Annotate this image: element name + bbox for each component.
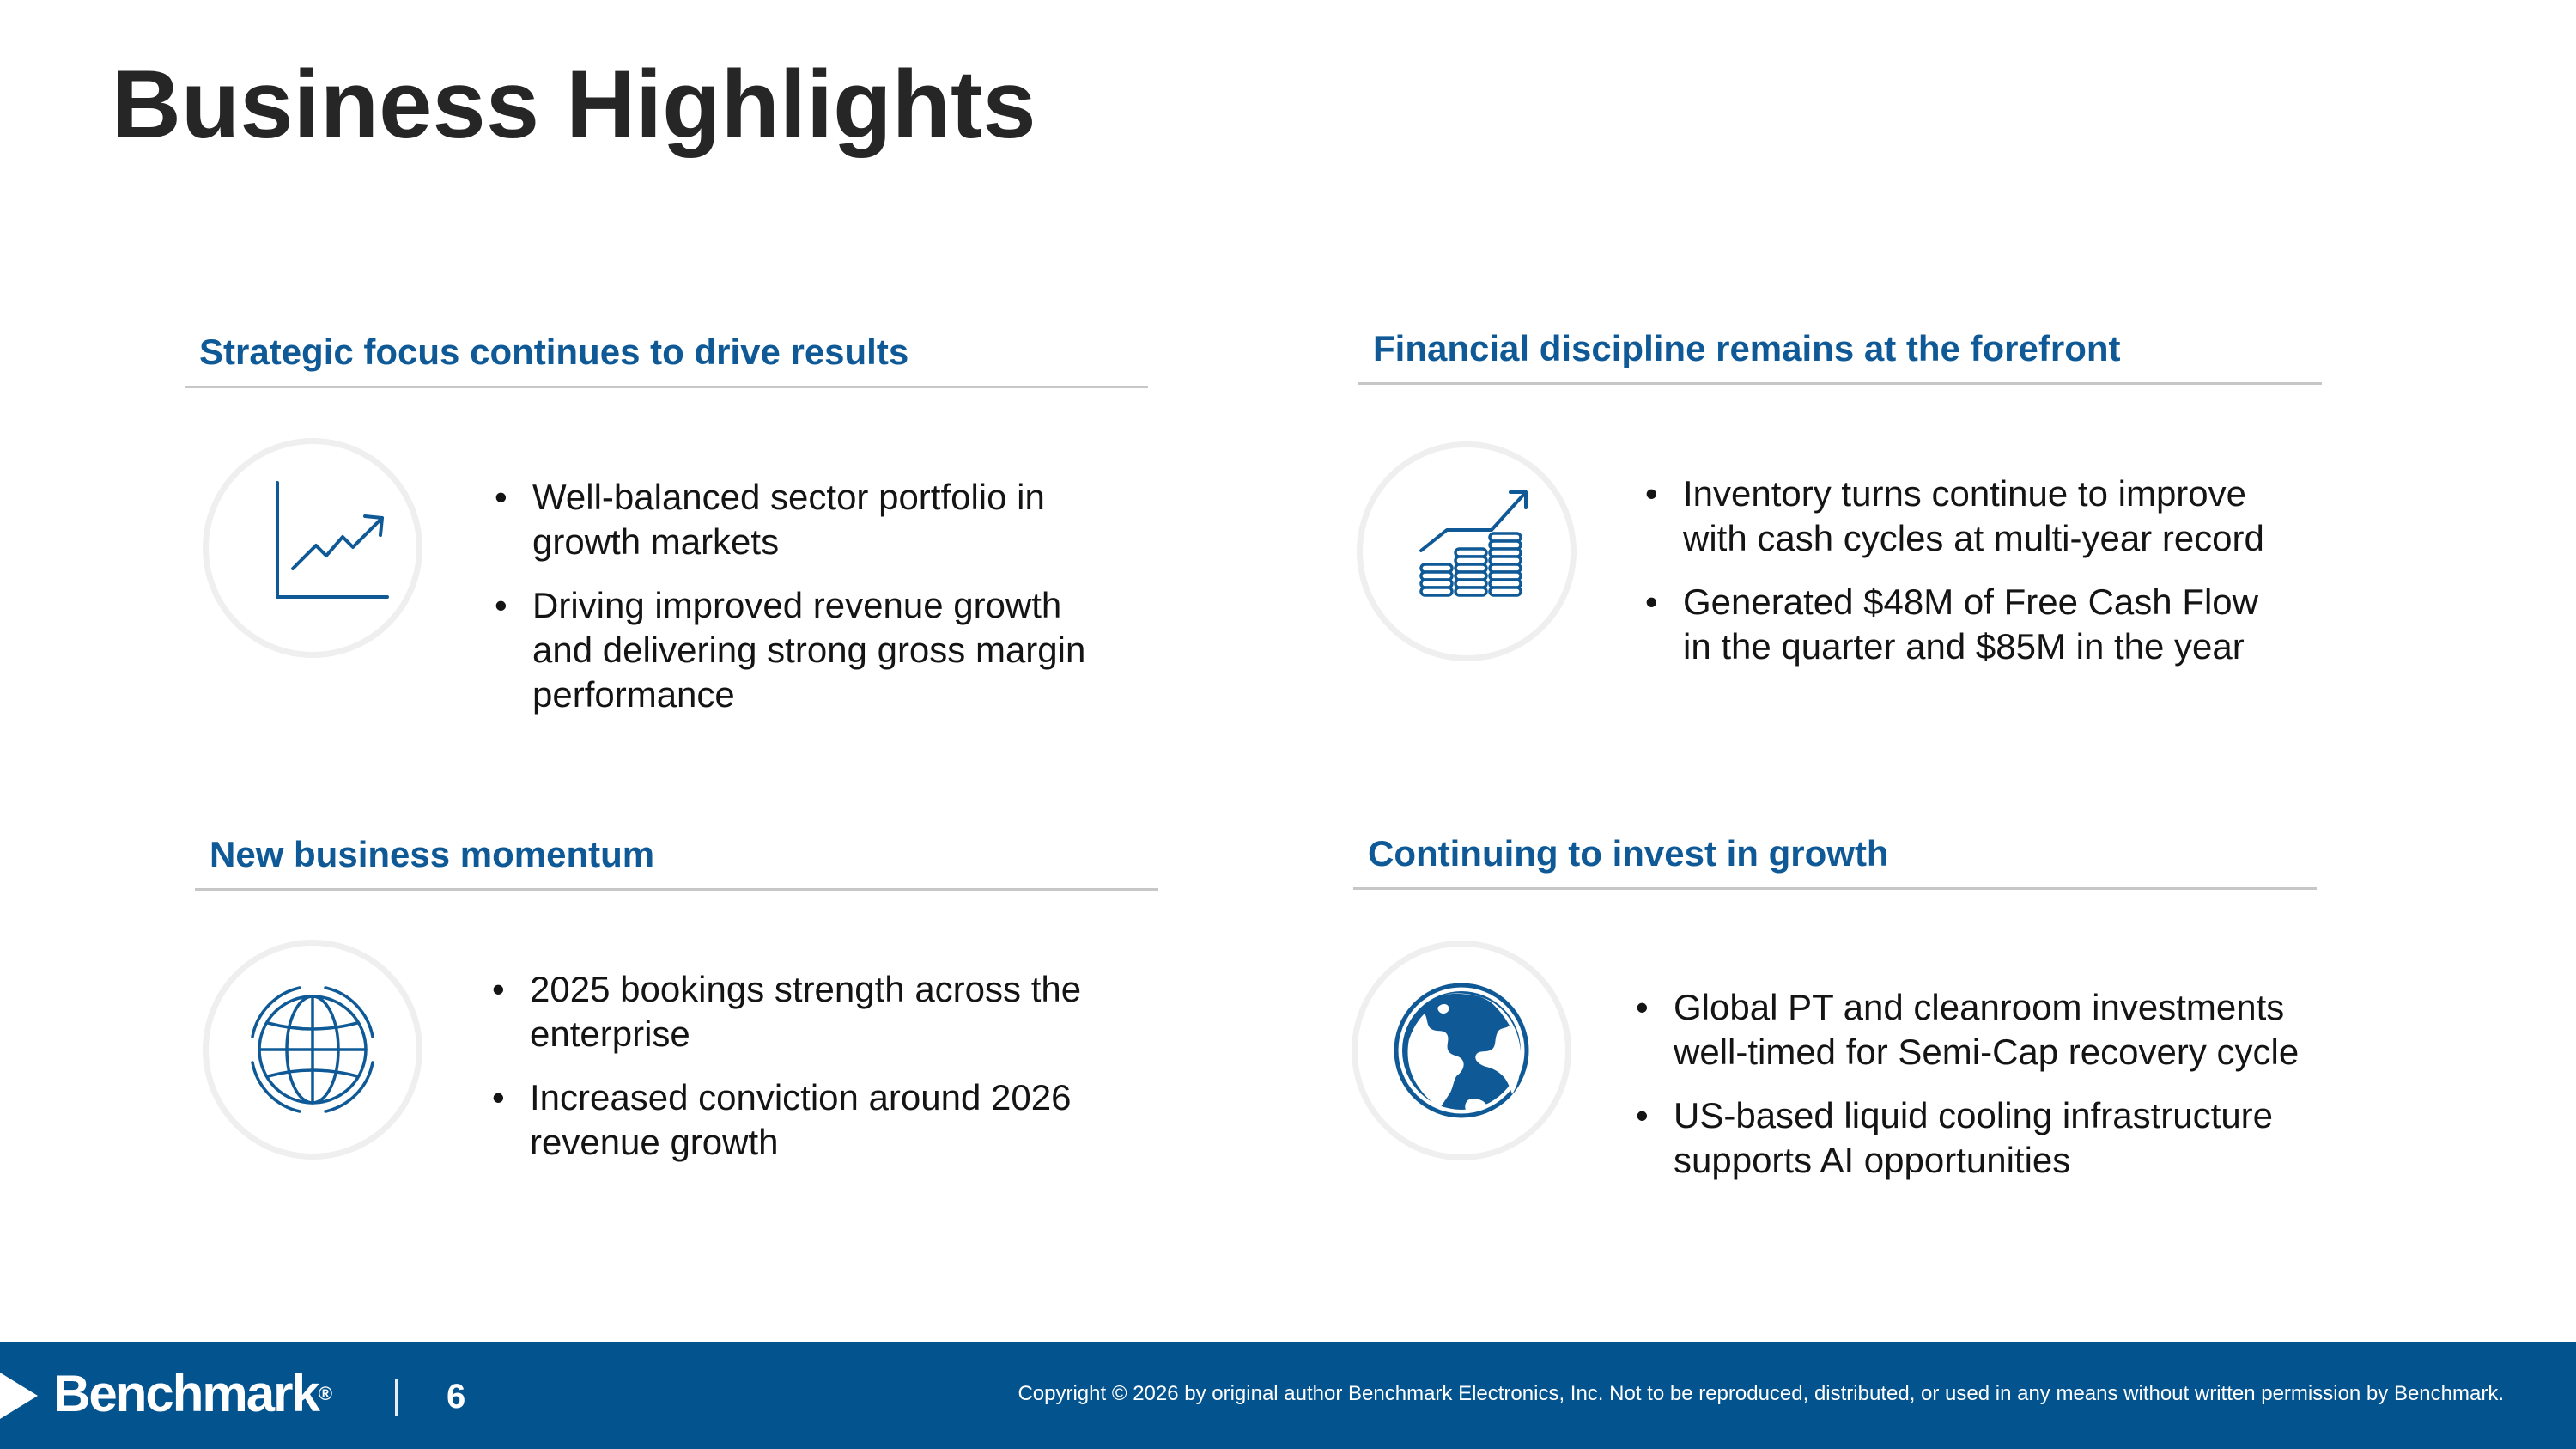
list-item <box>1645 472 2264 561</box>
list-item <box>495 475 1085 564</box>
coin-stacks-growth-icon <box>1363 447 1571 655</box>
globe-grid-icon <box>209 946 416 1154</box>
earth-americas-icon <box>1358 947 1565 1154</box>
registered-mark: ® <box>318 1383 333 1404</box>
list-item <box>1636 1093 2299 1183</box>
bullet-marker: • <box>495 585 507 625</box>
bullet-line: in the quarter and $85M in the year <box>1683 626 2245 667</box>
footer-bar <box>0 1342 2576 1449</box>
brand-logo-text: Benchmark <box>53 1365 319 1422</box>
bullet-line: Global PT and cleanroom investments <box>1674 987 2285 1027</box>
bullet-marker: • <box>1645 581 1658 622</box>
bullet-marker: • <box>492 969 505 1009</box>
bullet-line: Well-balanced sector portfolio in <box>532 477 1045 517</box>
bullet-line: Inventory turns continue to improve <box>1683 473 2247 514</box>
list-item <box>492 1075 1081 1165</box>
bullet-line: US-based liquid cooling infrastructure <box>1674 1095 2274 1135</box>
bullet-line: Increased conviction around 2026 <box>530 1077 1072 1117</box>
bullet-line: supports AI opportunities <box>1674 1140 2071 1180</box>
bullet-line: well-timed for Semi-Cap recovery cycle <box>1674 1032 2300 1072</box>
section-heading: Strategic focus continues to drive results <box>199 332 909 372</box>
section-heading: Financial discipline remains at the forefront <box>1373 328 2121 368</box>
bullet-list <box>1645 472 2264 688</box>
section-divider <box>195 888 1158 891</box>
bullet-marker: • <box>1645 473 1658 514</box>
bullet-line: and delivering strong gross margin <box>532 630 1086 670</box>
bullet-line: Driving improved revenue growth <box>532 585 1062 625</box>
list-item <box>492 967 1081 1056</box>
bullet-line: growth markets <box>532 521 780 562</box>
section-invest-growth <box>1353 832 2317 890</box>
page-title: Business Highlights <box>112 51 1036 158</box>
growth-line-chart-icon <box>209 444 416 652</box>
icon-circle <box>203 940 422 1160</box>
section-divider <box>1353 887 2317 890</box>
bullet-list <box>1636 985 2299 1202</box>
list-item <box>495 583 1085 717</box>
bullet-list <box>495 475 1085 736</box>
bullet-marker: • <box>495 477 507 517</box>
bullet-line: 2025 bookings strength across the <box>530 969 1082 1009</box>
bullet-line: enterprise <box>530 1014 690 1054</box>
icon-circle <box>1357 441 1577 661</box>
list-item <box>1645 580 2264 669</box>
section-new-business <box>195 833 1158 891</box>
page-number: 6 <box>447 1378 466 1416</box>
bullet-list <box>492 967 1081 1184</box>
section-divider <box>185 386 1148 388</box>
icon-circle <box>1352 941 1571 1160</box>
logo-arrow-icon <box>0 1373 38 1419</box>
bullet-line: performance <box>532 674 735 715</box>
section-strategic-focus <box>185 331 1148 388</box>
section-financial-discipline <box>1358 327 2322 385</box>
icon-circle <box>203 438 422 658</box>
list-item <box>1636 985 2299 1075</box>
bullet-marker: • <box>492 1077 505 1117</box>
bullet-marker: • <box>1636 1095 1649 1135</box>
section-heading: Continuing to invest in growth <box>1368 833 1889 874</box>
bullet-line: with cash cycles at multi-year record <box>1683 518 2264 558</box>
bullet-line: Generated $48M of Free Cash Flow <box>1683 581 2258 622</box>
brand-logo <box>53 1364 332 1424</box>
bullet-marker: • <box>1636 987 1649 1027</box>
section-heading: New business momentum <box>210 834 655 874</box>
footer-separator <box>395 1379 398 1416</box>
copyright-notice: Copyright © 2026 by original author Benchmark Electronics, Inc. Not to be reproduced, distributed, or used in any means without written permission by Benchmark. <box>1018 1382 2504 1405</box>
bullet-line: revenue growth <box>530 1122 779 1162</box>
section-divider <box>1358 382 2322 385</box>
